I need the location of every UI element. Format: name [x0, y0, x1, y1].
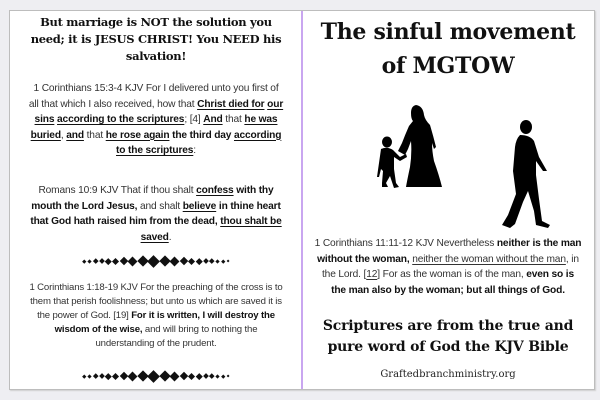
- diamond-icon: [147, 255, 160, 268]
- verse-bold: with thy mouth the Lord Jesus,: [31, 185, 274, 212]
- diamond-icon: [209, 374, 214, 379]
- diamond-icon: [216, 374, 220, 378]
- verse-text: For I delivered unto you first of all that which I also received, how that: [28, 83, 279, 110]
- verse-text: ; [4]: [184, 114, 204, 125]
- diamond-icon: [112, 257, 119, 264]
- verse-number-link: 12: [366, 269, 378, 280]
- diamond-icon: [99, 258, 105, 264]
- verse-text: , in the Lord. [: [322, 253, 579, 280]
- verse-bold: in thine heart that God hath raised him from the dead,: [30, 200, 281, 227]
- verse-emphasis: according to the scriptures: [116, 129, 282, 156]
- diamond-icon: [170, 371, 180, 381]
- verse-bold: the third day: [169, 129, 234, 141]
- verse-bold: even so is the man also by the woman; but all things of God.: [331, 269, 574, 296]
- diamond-divider-icon: [28, 254, 284, 268]
- diamond-icon: [93, 374, 98, 379]
- man-silhouette-icon: [502, 120, 550, 228]
- verse-text: :: [193, 145, 196, 156]
- silhouette-illustration: [310, 99, 586, 234]
- verse-emphasis: sins: [34, 114, 55, 125]
- verse-text: that: [83, 129, 106, 141]
- website-url: Graftedbranchministry.org: [380, 369, 516, 380]
- verse-text: For the preaching of the cross is to them that perish foolishness; but unto us which are saved it is the power of God. [19]: [30, 282, 283, 321]
- verse-1-corinthians-1: [28, 281, 284, 351]
- verse-text: Nevertheless: [433, 238, 497, 249]
- verse-emphasis: neither the woman without the man: [412, 253, 566, 265]
- verse-emphasis: And: [203, 114, 223, 125]
- page-title: The sinful movement of MGTOW: [320, 19, 576, 79]
- diamond-icon: [128, 371, 138, 381]
- diamond-icon: [221, 374, 225, 378]
- diamond-icon: [93, 259, 98, 264]
- verse-emphasis: believe: [182, 200, 217, 212]
- diamond-icon: [188, 257, 195, 264]
- diamond-icon: [83, 374, 87, 378]
- verse-emphasis: and: [66, 129, 84, 141]
- diamond-icon: [88, 374, 92, 378]
- diamond-icon: [216, 259, 220, 263]
- diamond-icon: [128, 256, 138, 266]
- verse-text: .: [168, 231, 172, 243]
- verse-emphasis: according to the scriptures: [57, 114, 185, 125]
- verse-text: that: [222, 114, 245, 125]
- verse-emphasis: he rose again: [105, 129, 170, 141]
- verse-text: ,: [60, 129, 67, 141]
- verse-bold: For it is written, I will destroy the wisdom of the wise,: [54, 310, 275, 335]
- diamond-icon: [209, 259, 214, 264]
- verse-bold: neither is the man without the woman,: [317, 238, 582, 265]
- verse-emphasis: our: [267, 98, 284, 110]
- verse-reference: 1 Corinthians 11:11-12 KJV: [314, 238, 434, 249]
- diamond-icon: [226, 259, 229, 262]
- scripture-source-heading: Scriptures are from the true and pure word of God the KJV Bible: [322, 318, 574, 355]
- diamond-icon: [196, 258, 202, 264]
- verse-reference: Romans 10:9 KJV: [38, 185, 119, 196]
- diamond-icon: [196, 373, 202, 379]
- salvation-heading: But marriage is NOT the solution you need; it is JESUS CHRIST! You NEED his salvation!: [30, 15, 282, 63]
- diamond-icon: [88, 259, 92, 263]
- diamond-icon: [170, 256, 180, 266]
- diamond-icon: [83, 259, 87, 263]
- diamond-icon: [112, 372, 119, 379]
- tract-page: [9, 10, 595, 390]
- verse-text: That if thou shalt: [118, 185, 197, 196]
- verse-romans-10-9: [28, 183, 284, 245]
- verse-emphasis: Christ died for: [197, 98, 265, 110]
- diamond-icon: [188, 372, 195, 379]
- diamond-icon: [203, 258, 209, 264]
- verse-1-corinthians-11: [314, 236, 582, 298]
- verse-emphasis: confess: [196, 185, 234, 196]
- verse-text: and shalt: [137, 200, 183, 212]
- verse-reference: 1 Corinthians 1:18-19 KJV: [29, 282, 138, 293]
- diamond-divider-icon: [28, 369, 284, 383]
- verse-text: and will bring to nothing the understanding of the prudent.: [95, 324, 258, 349]
- diamond-icon: [226, 374, 229, 377]
- diamond-icon: [99, 373, 105, 379]
- verse-reference: 1 Corinthians 15:3-4 KJV: [33, 83, 144, 94]
- diamond-icon: [221, 259, 225, 263]
- verse-text: ] For as the woman is of the man,: [377, 269, 527, 280]
- verse-emphasis: thou shalt be saved: [140, 216, 282, 243]
- diamond-icon: [147, 370, 160, 383]
- diamond-icon: [203, 373, 209, 379]
- woman-silhouette-icon: [398, 105, 442, 187]
- verse-1-corinthians-15: [28, 81, 284, 159]
- verse-emphasis: he was buried: [30, 114, 278, 141]
- fold-divider: [301, 11, 303, 389]
